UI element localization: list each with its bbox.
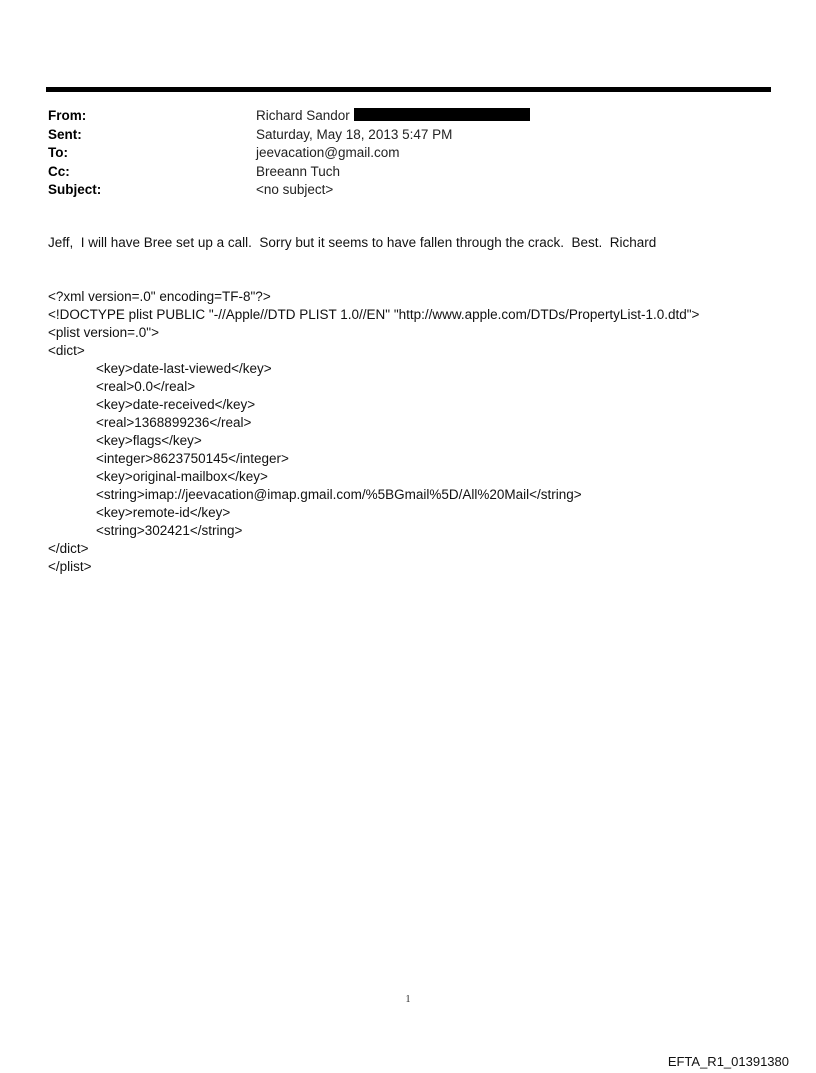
from-row bbox=[48, 107, 748, 126]
from-value bbox=[256, 107, 530, 126]
to-row bbox=[48, 144, 748, 163]
page-number: 1 bbox=[405, 994, 411, 1005]
subject-label: Subject: bbox=[48, 182, 102, 197]
plist-line: <key>flags</key> bbox=[96, 433, 202, 448]
subject-row bbox=[48, 181, 748, 200]
plist-line: <plist version=.0"> bbox=[48, 325, 159, 340]
cc-label: Cc: bbox=[48, 163, 70, 179]
redaction-bar bbox=[354, 108, 530, 121]
sent-value: Saturday, May 18, 2013 5:47 PM bbox=[256, 126, 453, 142]
plist-line: <dict> bbox=[48, 343, 85, 358]
subject-value: <no subject> bbox=[256, 182, 334, 197]
document-id: EFTA_R1_01391380 bbox=[667, 1054, 789, 1069]
cc-value: Breeann Tuch bbox=[256, 163, 341, 179]
sent-row bbox=[48, 126, 748, 145]
sent-label: Sent: bbox=[48, 126, 82, 142]
plist-block bbox=[48, 288, 699, 576]
message-body: Jeff, I will have Bree set up a call. Sorry but it seems to have fallen through the crack. Best. Richard bbox=[48, 235, 657, 250]
plist-line: <key>original-mailbox</key> bbox=[96, 469, 268, 484]
plist-line: <!DOCTYPE plist PUBLIC "-//Apple//DTD PLIST 1.0//EN" "http://www.apple.com/DTDs/PropertyList-1.0.dtd"> bbox=[48, 307, 700, 322]
plist-line: <key>date-last-viewed</key> bbox=[96, 361, 272, 376]
plist-line: <string>302421</string> bbox=[96, 523, 243, 538]
plist-line: <integer>8623750145</integer> bbox=[96, 451, 289, 466]
sender-name: Richard Sandor bbox=[256, 108, 350, 123]
plist-line: </dict> bbox=[48, 541, 89, 556]
from-label: From: bbox=[48, 108, 87, 123]
plist-line: <real>0.0</real> bbox=[96, 379, 196, 394]
to-label: To: bbox=[48, 145, 68, 160]
cc-row bbox=[48, 163, 748, 182]
email-header bbox=[48, 107, 748, 200]
to-value: jeevacation@gmail.com bbox=[256, 145, 400, 160]
plist-line: <?xml version=.0" encoding=TF-8"?> bbox=[48, 289, 271, 304]
plist-line: <real>1368899236</real> bbox=[96, 415, 252, 430]
header-divider bbox=[46, 87, 771, 92]
plist-line: </plist> bbox=[48, 559, 92, 574]
plist-line: <key>remote-id</key> bbox=[96, 505, 231, 520]
plist-line: <key>date-received</key> bbox=[96, 397, 256, 412]
plist-line: <string>imap://jeevacation@imap.gmail.com/%5BGmail%5D/All%20Mail</string> bbox=[96, 487, 582, 502]
